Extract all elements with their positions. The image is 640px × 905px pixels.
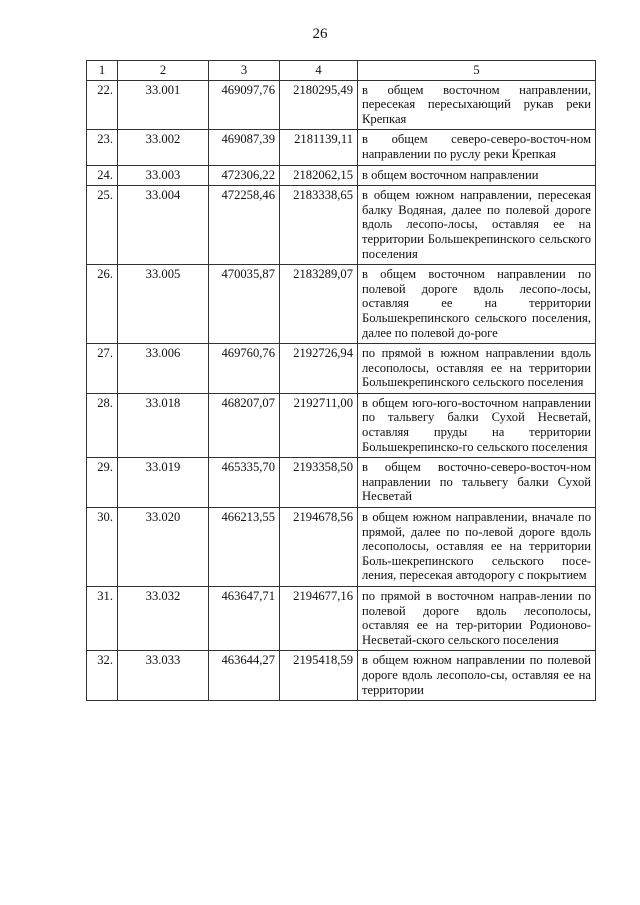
row-number: 30. (87, 508, 118, 587)
table-row (87, 165, 596, 186)
boundary-description: по прямой в восточном направ-лении по полевой дороге вдоль лесополосы, оставляя ее на тер-ритории Родионово-Несветай-ского сельского поселения (358, 587, 596, 651)
coordinate-y: 2181139,11 (280, 130, 358, 165)
point-code: 33.019 (118, 458, 209, 508)
row-number: 25. (87, 186, 118, 265)
coordinate-x: 469760,76 (209, 344, 280, 394)
table-header (87, 61, 596, 81)
coordinate-x: 470035,87 (209, 265, 280, 344)
row-number: 28. (87, 393, 118, 457)
point-code: 33.006 (118, 344, 209, 394)
point-code: 33.032 (118, 587, 209, 651)
table-row (87, 393, 596, 457)
table-row (87, 508, 596, 587)
coordinate-x: 472258,46 (209, 186, 280, 265)
row-number: 29. (87, 458, 118, 508)
header-col-1: 1 (87, 61, 118, 81)
coordinate-y: 2193358,50 (280, 458, 358, 508)
coordinate-x: 469097,76 (209, 80, 280, 130)
coordinate-y: 2182062,15 (280, 165, 358, 186)
table-row (87, 458, 596, 508)
header-col-5: 5 (358, 61, 596, 81)
row-number: 22. (87, 80, 118, 130)
header-col-4: 4 (280, 61, 358, 81)
boundary-description: в общем южном направлении, вначале по прямой, далее по по-левой дороге вдоль лесополосы, оставляя ее на территории Боль-шекрепинского сельского посе-ления, пересекая автодорогу с покрытием (358, 508, 596, 587)
point-code: 33.020 (118, 508, 209, 587)
coordinate-y: 2192711,00 (280, 393, 358, 457)
coordinate-y: 2194678,56 (280, 508, 358, 587)
coordinate-x: 468207,07 (209, 393, 280, 457)
boundary-description: в общем южном направлении по полевой дороге вдоль лесополо-сы, оставляя ее на территории (358, 651, 596, 701)
coordinate-y: 2195418,59 (280, 651, 358, 701)
boundary-table (86, 60, 596, 701)
table-row (87, 344, 596, 394)
boundary-description: в общем северо-северо-восточ-ном направлении по руслу реки Крепкая (358, 130, 596, 165)
point-code: 33.005 (118, 265, 209, 344)
page-number: 26 (312, 26, 328, 42)
table-row (87, 651, 596, 701)
coordinate-x: 469087,39 (209, 130, 280, 165)
row-number: 23. (87, 130, 118, 165)
boundary-description: по прямой в южном направлении вдоль лесополосы, оставляя ее на территории Большекрепинского сельского поселения (358, 344, 596, 394)
point-code: 33.018 (118, 393, 209, 457)
row-number: 31. (87, 587, 118, 651)
row-number: 32. (87, 651, 118, 701)
table-row (87, 80, 596, 130)
boundary-description: в общем восточно-северо-восточ-ном направлении по тальвегу балки Сухой Несветай (358, 458, 596, 508)
coordinate-x: 465335,70 (209, 458, 280, 508)
coordinate-y: 2180295,49 (280, 80, 358, 130)
point-code: 33.001 (118, 80, 209, 130)
boundary-description: в общем восточном направлении, пересекая пересыхающий рукав реки Крепкая (358, 80, 596, 130)
row-number: 26. (87, 265, 118, 344)
table-row (87, 186, 596, 265)
coordinate-y: 2194677,16 (280, 587, 358, 651)
coordinate-x: 463647,71 (209, 587, 280, 651)
boundary-description: в общем восточном направлении по полевой дороге вдоль лесопо-лосы, оставляя ее на территории Большекрепинского сельского поселения, далее по полевой до-роге (358, 265, 596, 344)
row-number: 27. (87, 344, 118, 394)
coordinate-x: 466213,55 (209, 508, 280, 587)
coordinate-x: 472306,22 (209, 165, 280, 186)
header-row (87, 61, 596, 81)
point-code: 33.002 (118, 130, 209, 165)
coordinate-x: 463644,27 (209, 651, 280, 701)
boundary-description: в общем восточном направлении (358, 165, 596, 186)
table-row (87, 265, 596, 344)
table-body (87, 80, 596, 701)
header-col-3: 3 (209, 61, 280, 81)
row-number: 24. (87, 165, 118, 186)
table-row (87, 130, 596, 165)
boundary-description: в общем юго-юго-восточном направлении по тальвегу балки Сухой Несветай, оставляя пруды на территории Большекрепинско-го сельского поселения (358, 393, 596, 457)
coordinate-y: 2192726,94 (280, 344, 358, 394)
boundary-description: в общем южном направлении, пересекая балку Водяная, далее по полевой дороге вдоль лесопо-лосы, оставляя ее на территории Большекрепинского сельского поселения (358, 186, 596, 265)
coordinate-y: 2183338,65 (280, 186, 358, 265)
point-code: 33.003 (118, 165, 209, 186)
point-code: 33.033 (118, 651, 209, 701)
coordinate-y: 2183289,07 (280, 265, 358, 344)
table-row (87, 587, 596, 651)
header-col-2: 2 (118, 61, 209, 81)
point-code: 33.004 (118, 186, 209, 265)
